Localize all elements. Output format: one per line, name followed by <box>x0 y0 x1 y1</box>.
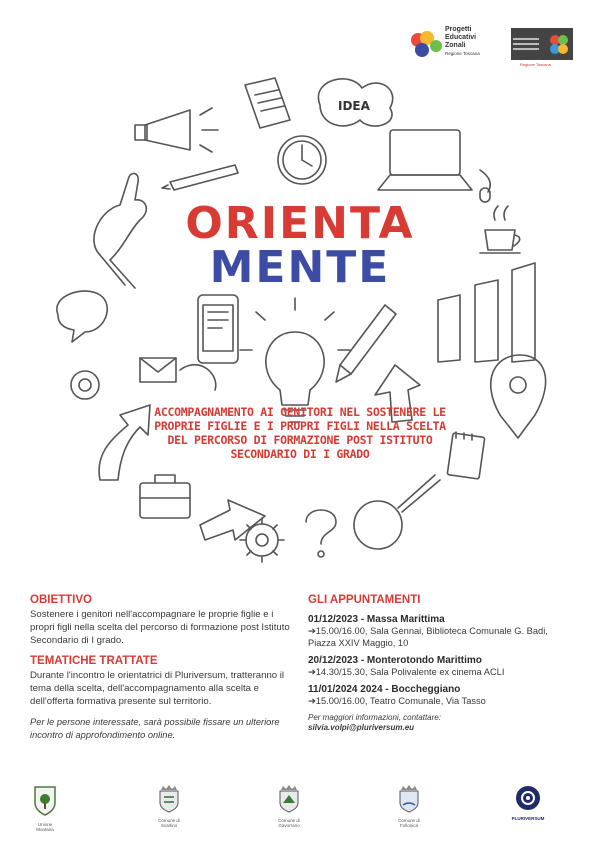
pez-text: Progetti Educativi Zonali Regione Toscana <box>445 26 480 56</box>
obiettivo-text: Sostenere i genitori nell'accompagnare le proprie figlie e i propri figli nella scelta del percorso di formazione post Istituto Secondario di I grado. <box>30 609 290 646</box>
title-line-1: ORIENTA <box>185 198 415 249</box>
follonica-crest-icon <box>398 785 420 813</box>
appointment-item <box>308 614 578 649</box>
appointment-item <box>308 655 578 678</box>
footer-label: Comune di Gavorrano <box>278 818 300 828</box>
laptop-icon <box>378 130 490 202</box>
region-emblem-icon <box>511 28 573 60</box>
title-line-2: MENTE <box>209 242 391 293</box>
footer-label: Comune di Scarlino <box>158 818 180 828</box>
curved-arrow-icon <box>99 405 150 480</box>
appuntamenti-heading: GLI APPUNTAMENTI <box>308 594 421 606</box>
chat-bubble-icon <box>57 291 107 342</box>
footer-logo-gavorrano <box>278 785 304 828</box>
footer-logo-follonica <box>398 785 424 828</box>
smartphone-icon <box>198 295 238 363</box>
right-column <box>308 594 578 733</box>
clock-icon <box>278 136 326 184</box>
appointment-detail: ➔15.00/16.00, Teatro Comunale, Via Tasso <box>308 696 486 706</box>
idea-bubble-icon <box>318 79 392 126</box>
appointment-date: 01/12/2023 - Massa Marittima <box>308 614 445 625</box>
region-label: Regione Toscana <box>520 62 551 67</box>
left-column <box>30 594 300 741</box>
pencil-icon <box>336 305 396 382</box>
contact-email-link[interactable]: silvia.volpi@pluriversum.eu <box>308 723 415 732</box>
subtitle: ACCOMPAGNAMENTO AI GENITORI NEL SOSTENERE LE PROPRIE FIGLIE E I PROPRI FIGLI NELLA SCELTA DEL PERCORSO DI FORMAZIONE POST ISTITUTO SECONDARIO DI I GRADO <box>154 405 446 461</box>
lightbulb-icon <box>240 298 350 422</box>
magnifier-icon <box>354 475 440 549</box>
briefcase-icon <box>140 475 190 518</box>
footer-logo-pluriversum <box>511 785 548 821</box>
scarlino-crest-icon <box>158 785 180 813</box>
pen-icon <box>162 165 238 190</box>
location-pin-icon <box>491 355 546 438</box>
notepad-icon <box>447 432 485 479</box>
document-icon <box>245 78 290 128</box>
question-mark-icon <box>306 510 336 557</box>
doodle-illustration <box>40 70 560 570</box>
obiettivo-heading: OBIETTIVO <box>30 594 92 606</box>
footer-label: Comune di Follonica <box>398 818 420 828</box>
appointment-detail: ➔14.30/15.30, Sala Polivalente ex cinema ACLI <box>308 667 505 677</box>
region-logo <box>511 28 573 60</box>
contact-label: Per maggiori informazioni, contattare: <box>308 713 441 722</box>
footer-logo-unione <box>34 785 60 832</box>
svg-text:IDEA: IDEA <box>338 99 370 113</box>
gear-icon <box>240 518 284 562</box>
appointment-date: 11/01/2024 2024 - Boccheggiano <box>308 684 461 695</box>
footer-label: Unione Montana <box>36 822 54 832</box>
unione-montana-crest-icon <box>34 785 56 817</box>
gavorrano-crest-icon <box>278 785 300 813</box>
appointment-detail: ➔15.00/16.00, Sala Gennai, Biblioteca Comunale G. Badi, Piazza XXIV Maggio, 10 <box>308 626 548 648</box>
footer-logo-scarlino <box>158 785 184 828</box>
at-sign-icon <box>71 371 99 399</box>
megaphone-icon <box>135 108 218 152</box>
contact-block <box>308 713 578 733</box>
tematiche-text: Durante l'incontro le orientatrici di Pluriversum, tratteranno il tema della scelta, dell'accompagnamento alla scelta e dell'offerta formativa presente sul territorio. <box>30 670 285 707</box>
pluriversum-logo-icon <box>515 785 541 811</box>
appointment-item <box>308 684 578 707</box>
note-text: Per le persone interessate, sarà possibile fissare un ulteriore incontro di approfondimento online. <box>30 717 280 740</box>
tematiche-heading: TEMATICHE TRATTATE <box>30 655 158 667</box>
arrow-right-icon <box>200 500 265 540</box>
appointment-date: 20/12/2023 - Monterotondo Marittimo <box>308 655 482 666</box>
footer-label: PLURIVERSUM <box>511 816 545 821</box>
